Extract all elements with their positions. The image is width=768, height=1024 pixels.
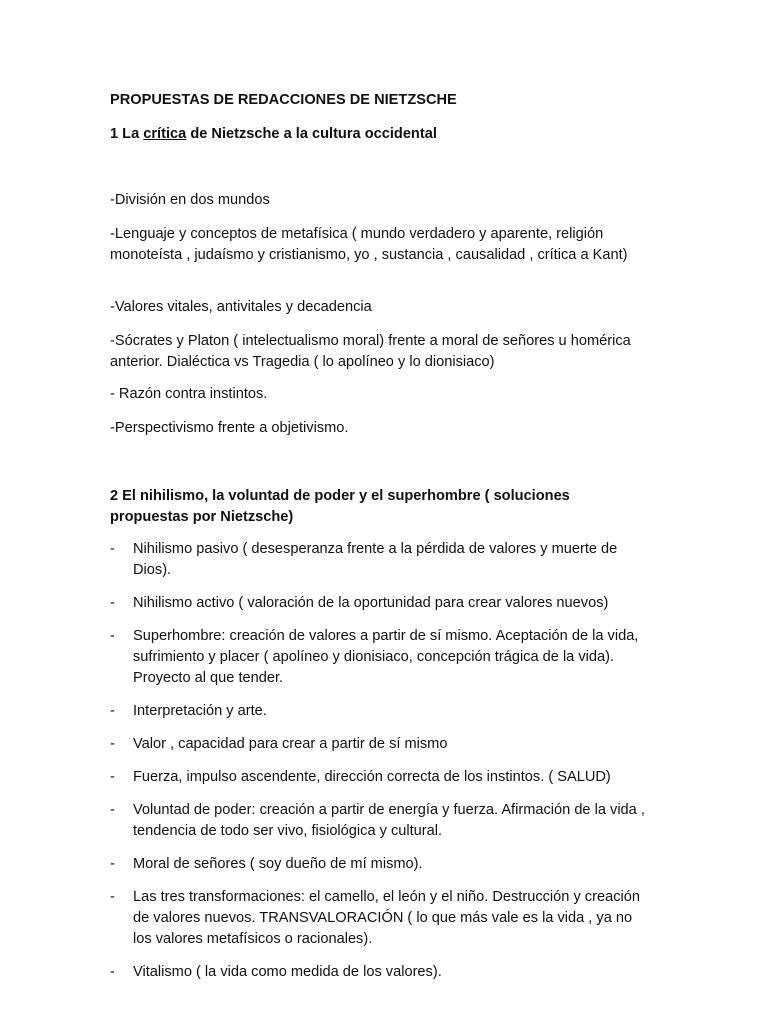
section-1-item: - Razón contra instintos. <box>110 386 268 402</box>
list-item <box>110 734 650 755</box>
list-bullet: - <box>110 769 115 785</box>
list-item-text: Las tres transformaciones: el camello, el león y el niño. Destrucción y creación de valores nuevos. TRANSVALORACIÓN ( lo que más vale es la vida , ya no los valores metafísicos o racionales). <box>133 889 640 947</box>
section-1-item: -Perspectivismo frente a objetivismo. <box>110 420 349 436</box>
section-1-heading-suffix: de Nietzsche a la cultura occidental <box>186 126 437 142</box>
list-bullet: - <box>110 703 115 719</box>
section-1-heading <box>110 124 650 145</box>
list-item <box>110 539 650 581</box>
section-2-heading: 2 El nihilismo, la voluntad de poder y el superhombre ( soluciones propuestas por Nietzsche) <box>110 488 570 525</box>
list-bullet: - <box>110 628 115 644</box>
list-item <box>110 962 650 983</box>
section-1-heading-prefix: 1 La <box>110 126 144 142</box>
list-item-text: Voluntad de poder: creación a partir de energía y fuerza. Afirmación de la vida , tendencia de todo ser vivo, fisiológica y cultural. <box>133 802 645 839</box>
list-bullet: - <box>110 736 115 752</box>
list-bullet: - <box>110 802 115 818</box>
list-item <box>110 887 650 950</box>
list-item-text: Vitalismo ( la vida como medida de los valores). <box>133 964 442 980</box>
list-bullet: - <box>110 595 115 611</box>
section-1-heading-underlined: crítica <box>143 126 187 142</box>
list-item <box>110 800 650 842</box>
list-item-text: Nihilismo activo ( valoración de la oportunidad para crear valores nuevos) <box>133 595 609 611</box>
list-item-text: Interpretación y arte. <box>133 703 267 719</box>
section-1-item: -Lenguaje y conceptos de metafísica ( mundo verdadero y aparente, religión monoteísta , judaísmo y cristianismo, yo , sustancia , causalidad , crítica a Kant) <box>110 226 628 263</box>
list-bullet: - <box>110 541 115 557</box>
list-bullet: - <box>110 964 115 980</box>
list-item <box>110 626 650 689</box>
list-item-text: Superhombre: creación de valores a partir de sí mismo. Aceptación de la vida, sufrimiento y placer ( apolíneo y dionisiaco, concepción trágica de la vida). Proyecto al que tender. <box>133 628 639 686</box>
list-item <box>110 593 650 614</box>
list-item-text: Moral de señores ( soy dueño de mí mismo). <box>133 856 423 872</box>
list-bullet: - <box>110 856 115 872</box>
document-title: PROPUESTAS DE REDACCIONES DE NIETZSCHE <box>110 92 457 108</box>
list-item-text: Nihilismo pasivo ( desesperanza frente a la pérdida de valores y muerte de Dios). <box>133 541 618 578</box>
section-1-item: -Sócrates y Platon ( intelectualismo moral) frente a moral de señores u homérica anterior. Dialéctica vs Tragedia ( lo apolíneo y lo dionisiaco) <box>110 333 631 370</box>
list-item <box>110 701 650 722</box>
section-1-item: -Valores vitales, antivitales y decadencia <box>110 299 372 315</box>
list-item-text: Valor , capacidad para crear a partir de sí mismo <box>133 736 448 752</box>
section-1-item: -División en dos mundos <box>110 192 270 208</box>
list-item-text: Fuerza, impulso ascendente, dirección correcta de los instintos. ( SALUD) <box>133 769 611 785</box>
list-bullet: - <box>110 889 115 905</box>
list-item <box>110 854 650 875</box>
list-item <box>110 767 650 788</box>
